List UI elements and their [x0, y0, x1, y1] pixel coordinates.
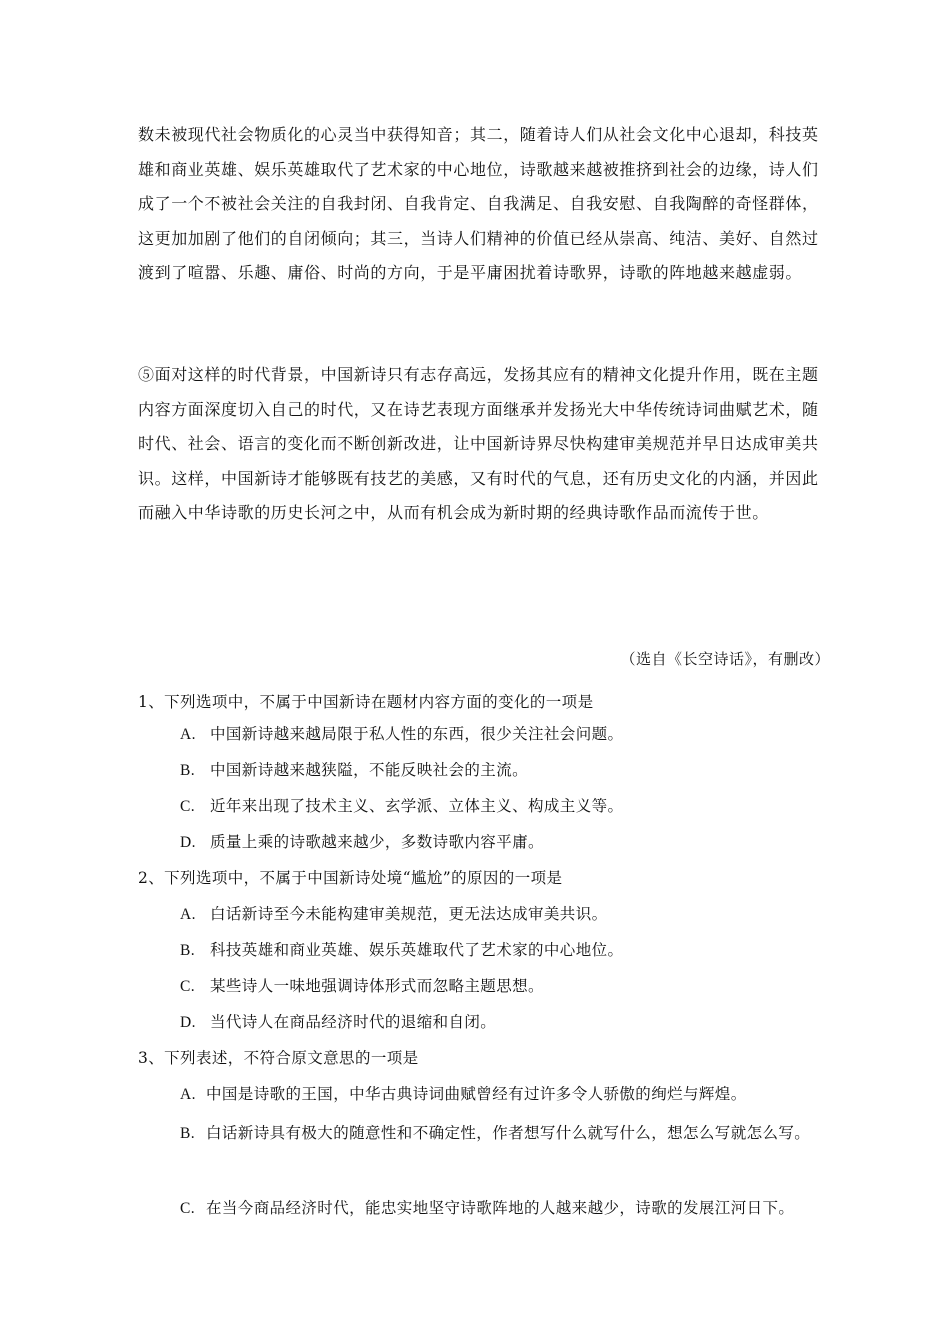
question-2-option-b — [180, 932, 830, 969]
option-text: 中国是诗歌的王国，中华古典诗词曲赋曾经有过许多令人骄傲的绚烂与辉煌。 — [206, 1085, 747, 1103]
option-text: 在当今商品经济时代，能忠实地坚守诗歌阵地的人越来越少，诗歌的发展江河日下。 — [206, 1199, 795, 1217]
question-1-option-a — [180, 716, 830, 753]
option-text: 中国新诗越来越狭隘，不能反映社会的主流。 — [210, 761, 529, 779]
question-3-option-b — [180, 1112, 820, 1155]
question-2-stem: 2、下列选项中，不属于中国新诗处境“尴尬”的原因的一项是 — [138, 869, 563, 887]
question-2-option-c — [180, 968, 830, 1005]
option-label: A. — [180, 906, 196, 923]
option-label: B. — [180, 942, 196, 959]
option-label: A. — [180, 726, 196, 743]
option-text: 近年来出现了技术主义、玄学派、立体主义、构成主义等。 — [210, 797, 624, 815]
question-3-stem: 3、下列表述，不符合原文意思的一项是 — [138, 1049, 419, 1067]
option-text: 某些诗人一味地强调诗体形式而忽略主题思想。 — [210, 977, 544, 995]
option-text: 科技英雄和商业英雄、娱乐英雄取代了艺术家的中心地位。 — [210, 941, 624, 959]
question-3-option-c — [180, 1190, 840, 1227]
option-label: C. — [180, 798, 196, 815]
option-label: C. — [180, 978, 196, 995]
option-label: B. — [180, 762, 196, 779]
option-text: 质量上乘的诗歌越来越少，多数诗歌内容平庸。 — [210, 833, 544, 851]
passage-paragraph-5: ⑤面对这样的时代背景，中国新诗只有志存高远，发扬其应有的精神文化提升作用，既在主题内容方面深度切入自己的时代，又在诗艺表现方面继承并发扬光大中华传统诗词曲赋艺术，随时代、社会、语言的变化而不断创新改进，让中国新诗界尽快构建审美规范并早日达成审美共识。这样，中国新诗才能够既有技艺的美感，又有时代的气息，还有历史文化的内涵，并因此而融入中华诗歌的历史长河之中，从而有机会成为新时期的经典诗歌作品而流传于世。 — [138, 365, 819, 522]
option-text: 白话新诗具有极大的随意性和不确定性，作者想写什么就写什么，想怎么写就怎么写。 — [206, 1124, 811, 1142]
question-1-option-b — [180, 752, 830, 789]
question-1-option-c — [180, 788, 830, 825]
option-text: 白话新诗至今未能构建审美规范，更无法达成审美共识。 — [210, 905, 608, 923]
option-label: C. — [180, 1200, 196, 1217]
question-2-option-d — [180, 1004, 830, 1041]
option-label: D. — [180, 834, 196, 851]
passage-source: （选自《长空诗话》，有删改） — [620, 650, 830, 668]
option-label: D. — [180, 1014, 196, 1031]
option-label: A. — [180, 1086, 196, 1103]
question-1-stem: 1、下列选项中，不属于中国新诗在题材内容方面的变化的一项是 — [138, 693, 594, 711]
question-1-option-d — [180, 824, 830, 861]
question-2-option-a — [180, 896, 830, 933]
option-label: B. — [180, 1125, 196, 1142]
option-text: 中国新诗越来越局限于私人性的东西，很少关注社会问题。 — [210, 725, 624, 743]
option-text: 当代诗人在商品经济时代的退缩和自闭。 — [210, 1013, 497, 1031]
question-3-option-a — [180, 1076, 830, 1113]
passage-paragraph-continued: 数未被现代社会物质化的心灵当中获得知音；其二，随着诗人们从社会文化中心退却，科技英雄和商业英雄、娱乐英雄取代了艺术家的中心地位，诗歌越来越被推挤到社会的边缘，诗人们成了一个不被社会关注的自我封闭、自我肯定、自我满足、自我安慰、自我陶醉的奇怪群体，这更加加剧了他们的自闭倾向；其三，当诗人们精神的价值已经从崇高、纯洁、美好、自然过渡到了喧嚣、乐趣、庸俗、时尚的方向，于是平庸困扰着诗歌界，诗歌的阵地越来越虚弱。 — [138, 125, 819, 282]
